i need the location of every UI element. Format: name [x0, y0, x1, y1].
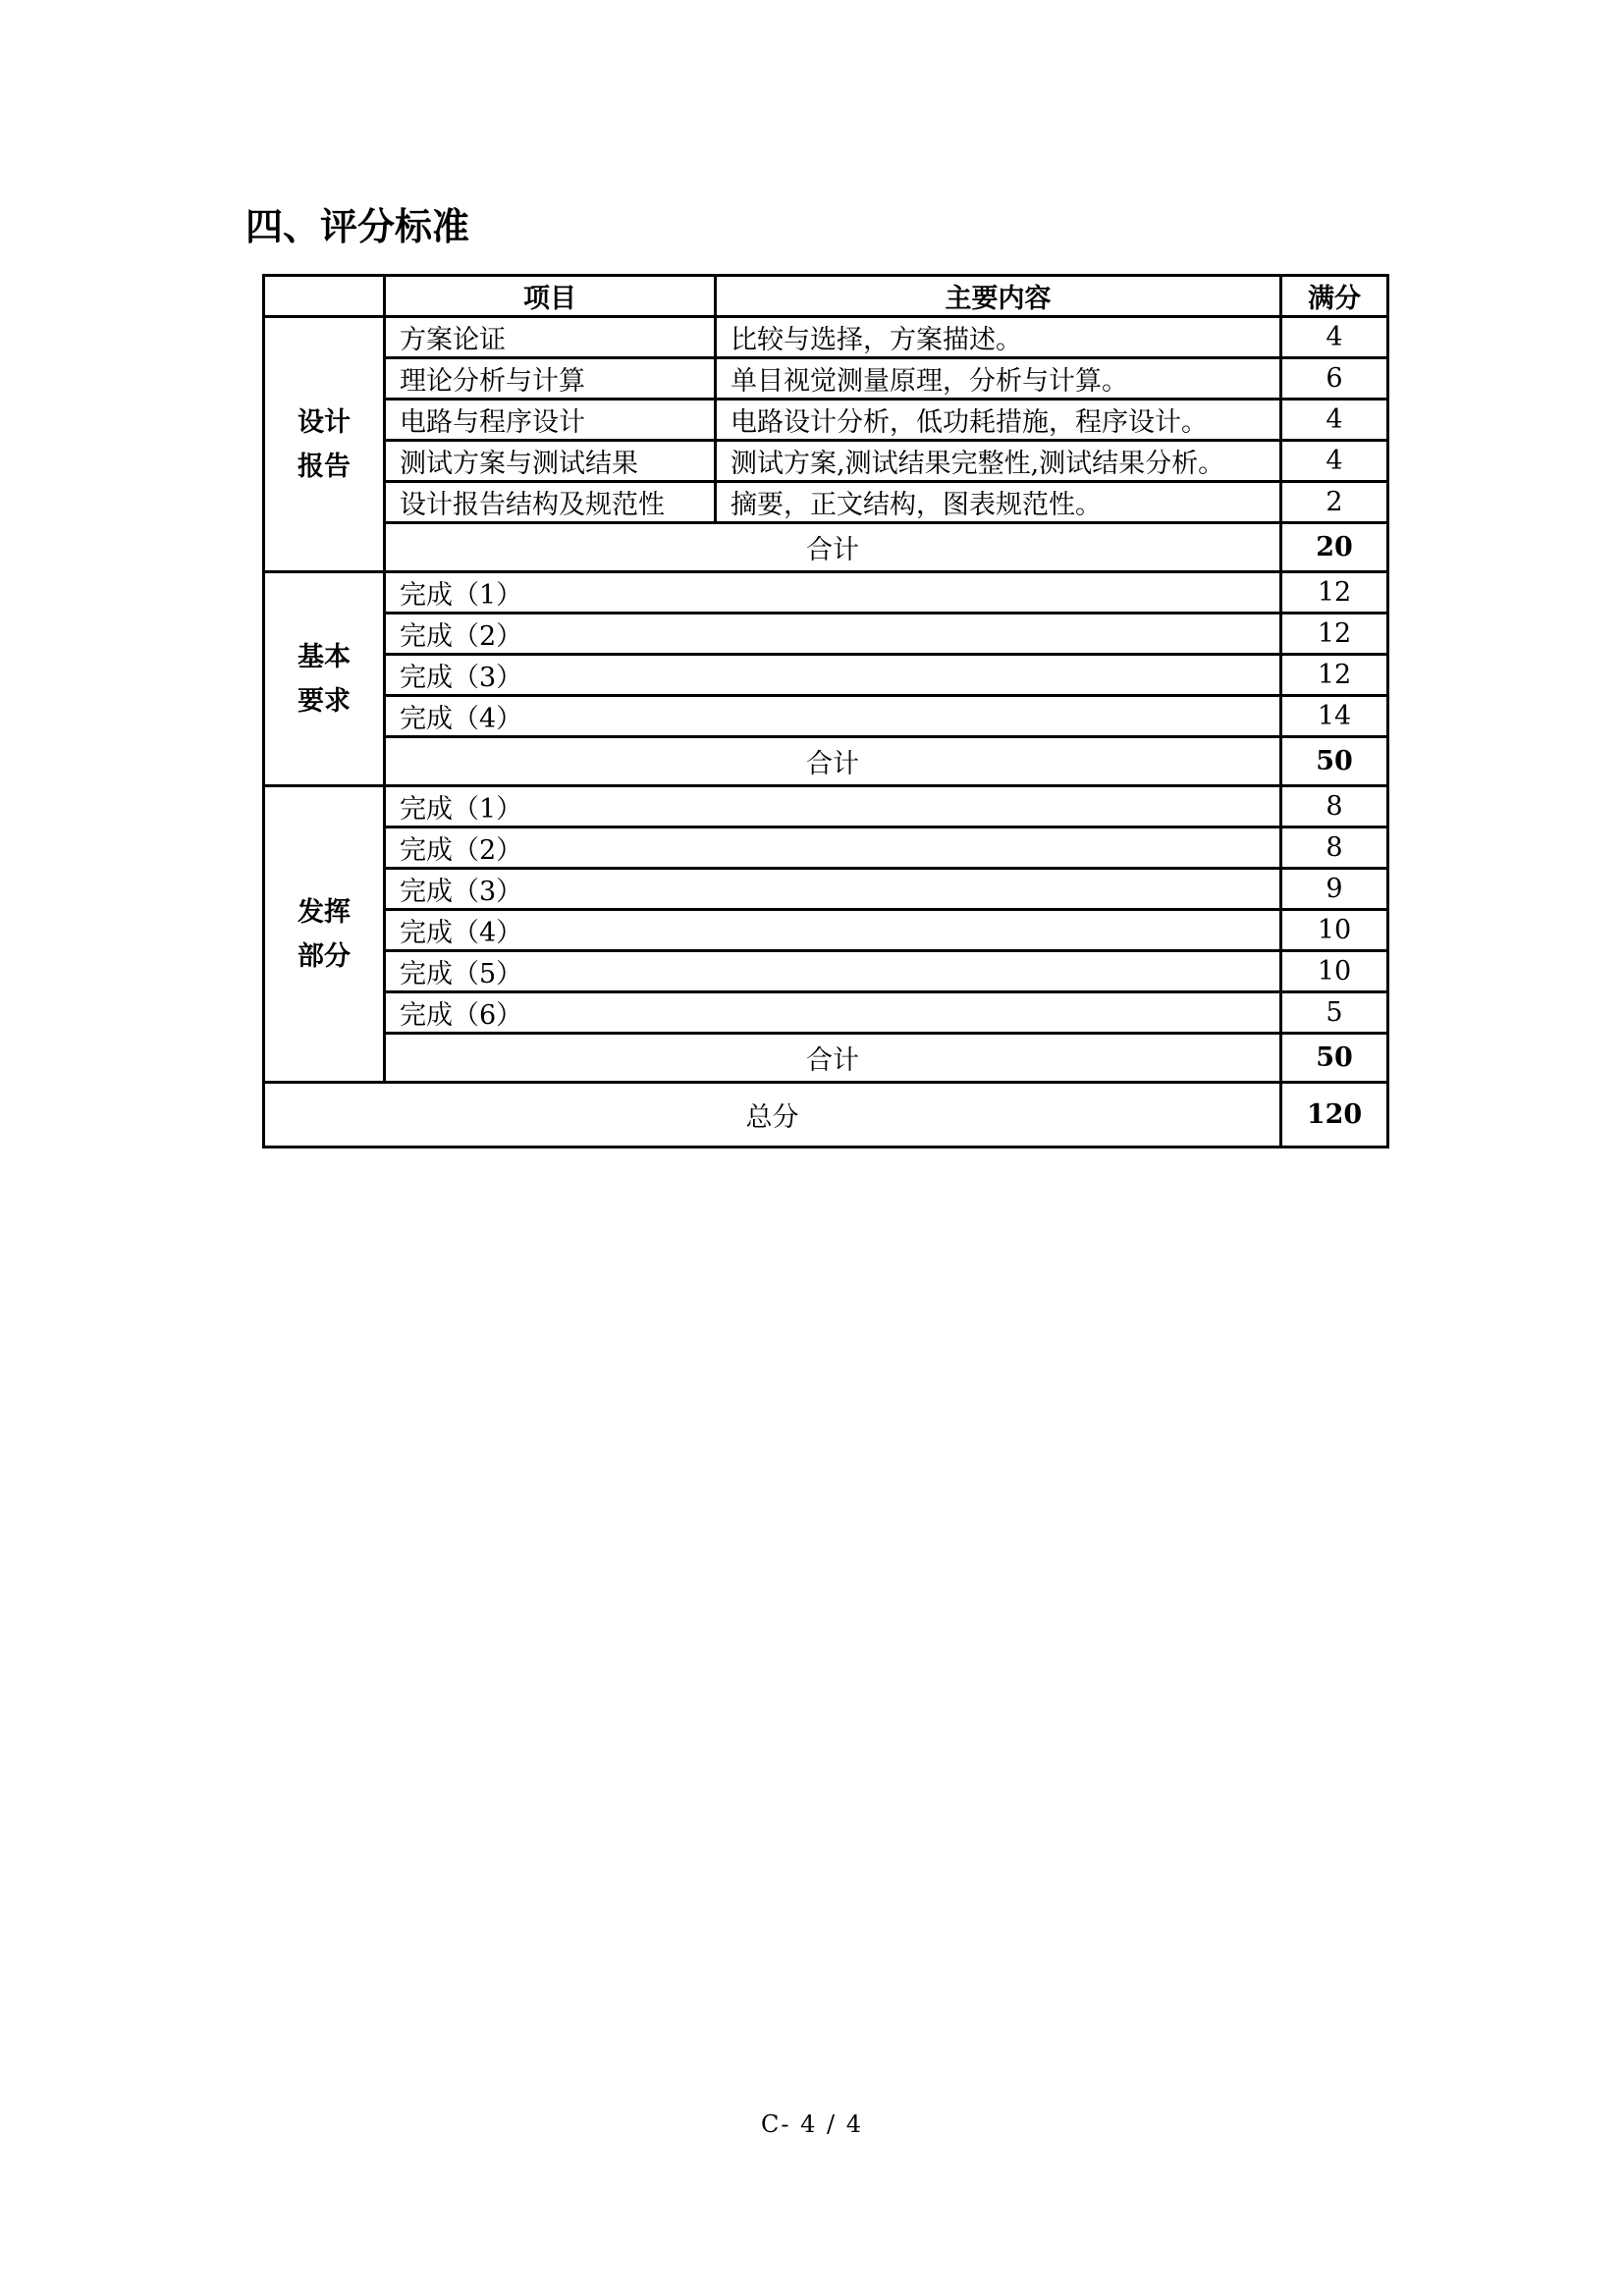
- row-score: 10: [1281, 951, 1388, 992]
- page-footer: C- 4 / 4: [761, 2110, 863, 2138]
- header-content: 主要内容: [716, 276, 1281, 317]
- row-score: 10: [1281, 910, 1388, 951]
- row-score: 8: [1281, 786, 1388, 828]
- row-item: 完成（2）: [385, 828, 1281, 869]
- category-design-report: [264, 317, 385, 572]
- row-item: 完成（3）: [385, 869, 1281, 910]
- row-score: 9: [1281, 869, 1388, 910]
- table-row: [264, 992, 1388, 1034]
- table-row: [264, 441, 1388, 482]
- category-label: 报告: [298, 451, 351, 482]
- row-score: 6: [1281, 358, 1388, 400]
- table-header-row: [264, 276, 1388, 317]
- row-score: 5: [1281, 992, 1388, 1034]
- table-row: [264, 910, 1388, 951]
- table-row: [264, 696, 1388, 737]
- table-row: [264, 317, 1388, 358]
- row-item: 完成（1）: [385, 572, 1281, 614]
- row-item: 完成（3）: [385, 655, 1281, 696]
- grand-total-score: 120: [1281, 1083, 1388, 1148]
- table-row: [264, 482, 1388, 523]
- section-title: 四、评分标准: [245, 205, 470, 248]
- row-score: 14: [1281, 696, 1388, 737]
- row-content: 电路设计分析，低功耗措施，程序设计。: [716, 400, 1281, 441]
- table-row: [264, 400, 1388, 441]
- table-row: [264, 572, 1388, 614]
- header-blank-cell: [264, 276, 385, 317]
- row-score: 12: [1281, 614, 1388, 655]
- subtotal-label: 合计: [385, 737, 1281, 786]
- table-row: [264, 869, 1388, 910]
- subtotal-row: [264, 737, 1388, 786]
- row-item: 设计报告结构及规范性: [385, 482, 716, 523]
- category-label: 要求: [298, 685, 351, 717]
- subtotal-label: 合计: [385, 1034, 1281, 1083]
- table-row: [264, 614, 1388, 655]
- row-content: 比较与选择，方案描述。: [716, 317, 1281, 358]
- row-item: 完成（2）: [385, 614, 1281, 655]
- row-item: 完成（1）: [385, 786, 1281, 828]
- category-basic: [264, 572, 385, 786]
- subtotal-row: [264, 1034, 1388, 1083]
- subtotal-score: 50: [1281, 1034, 1388, 1083]
- row-score: 12: [1281, 655, 1388, 696]
- grand-total-row: [264, 1083, 1388, 1148]
- subtotal-row: [264, 523, 1388, 572]
- header-item: 项目: [385, 276, 716, 317]
- row-content: 单目视觉测量原理，分析与计算。: [716, 358, 1281, 400]
- category-advanced: [264, 786, 385, 1083]
- table-row: [264, 358, 1388, 400]
- row-score: 4: [1281, 441, 1388, 482]
- category-label: 部分: [298, 940, 351, 972]
- table-row: [264, 951, 1388, 992]
- table-row: [264, 655, 1388, 696]
- row-score: 2: [1281, 482, 1388, 523]
- table-row: [264, 828, 1388, 869]
- row-content: 摘要，正文结构，图表规范性。: [716, 482, 1281, 523]
- scoring-table: [262, 274, 1389, 1148]
- row-content: 测试方案,测试结果完整性,测试结果分析。: [716, 441, 1281, 482]
- row-item: 完成（5）: [385, 951, 1281, 992]
- table-row: [264, 786, 1388, 828]
- category-label: 基本: [298, 641, 351, 672]
- subtotal-score: 20: [1281, 523, 1388, 572]
- header-score: 满分: [1281, 276, 1388, 317]
- subtotal-label: 合计: [385, 523, 1281, 572]
- row-item: 理论分析与计算: [385, 358, 716, 400]
- row-item: 完成（6）: [385, 992, 1281, 1034]
- grand-total-label: 总分: [264, 1083, 1281, 1148]
- row-item: 测试方案与测试结果: [385, 441, 716, 482]
- row-item: 完成（4）: [385, 910, 1281, 951]
- category-label: 发挥: [298, 896, 351, 928]
- subtotal-score: 50: [1281, 737, 1388, 786]
- row-item: 电路与程序设计: [385, 400, 716, 441]
- row-score: 8: [1281, 828, 1388, 869]
- row-item: 方案论证: [385, 317, 716, 358]
- row-score: 4: [1281, 317, 1388, 358]
- row-score: 12: [1281, 572, 1388, 614]
- category-label: 设计: [298, 406, 351, 438]
- row-score: 4: [1281, 400, 1388, 441]
- row-item: 完成（4）: [385, 696, 1281, 737]
